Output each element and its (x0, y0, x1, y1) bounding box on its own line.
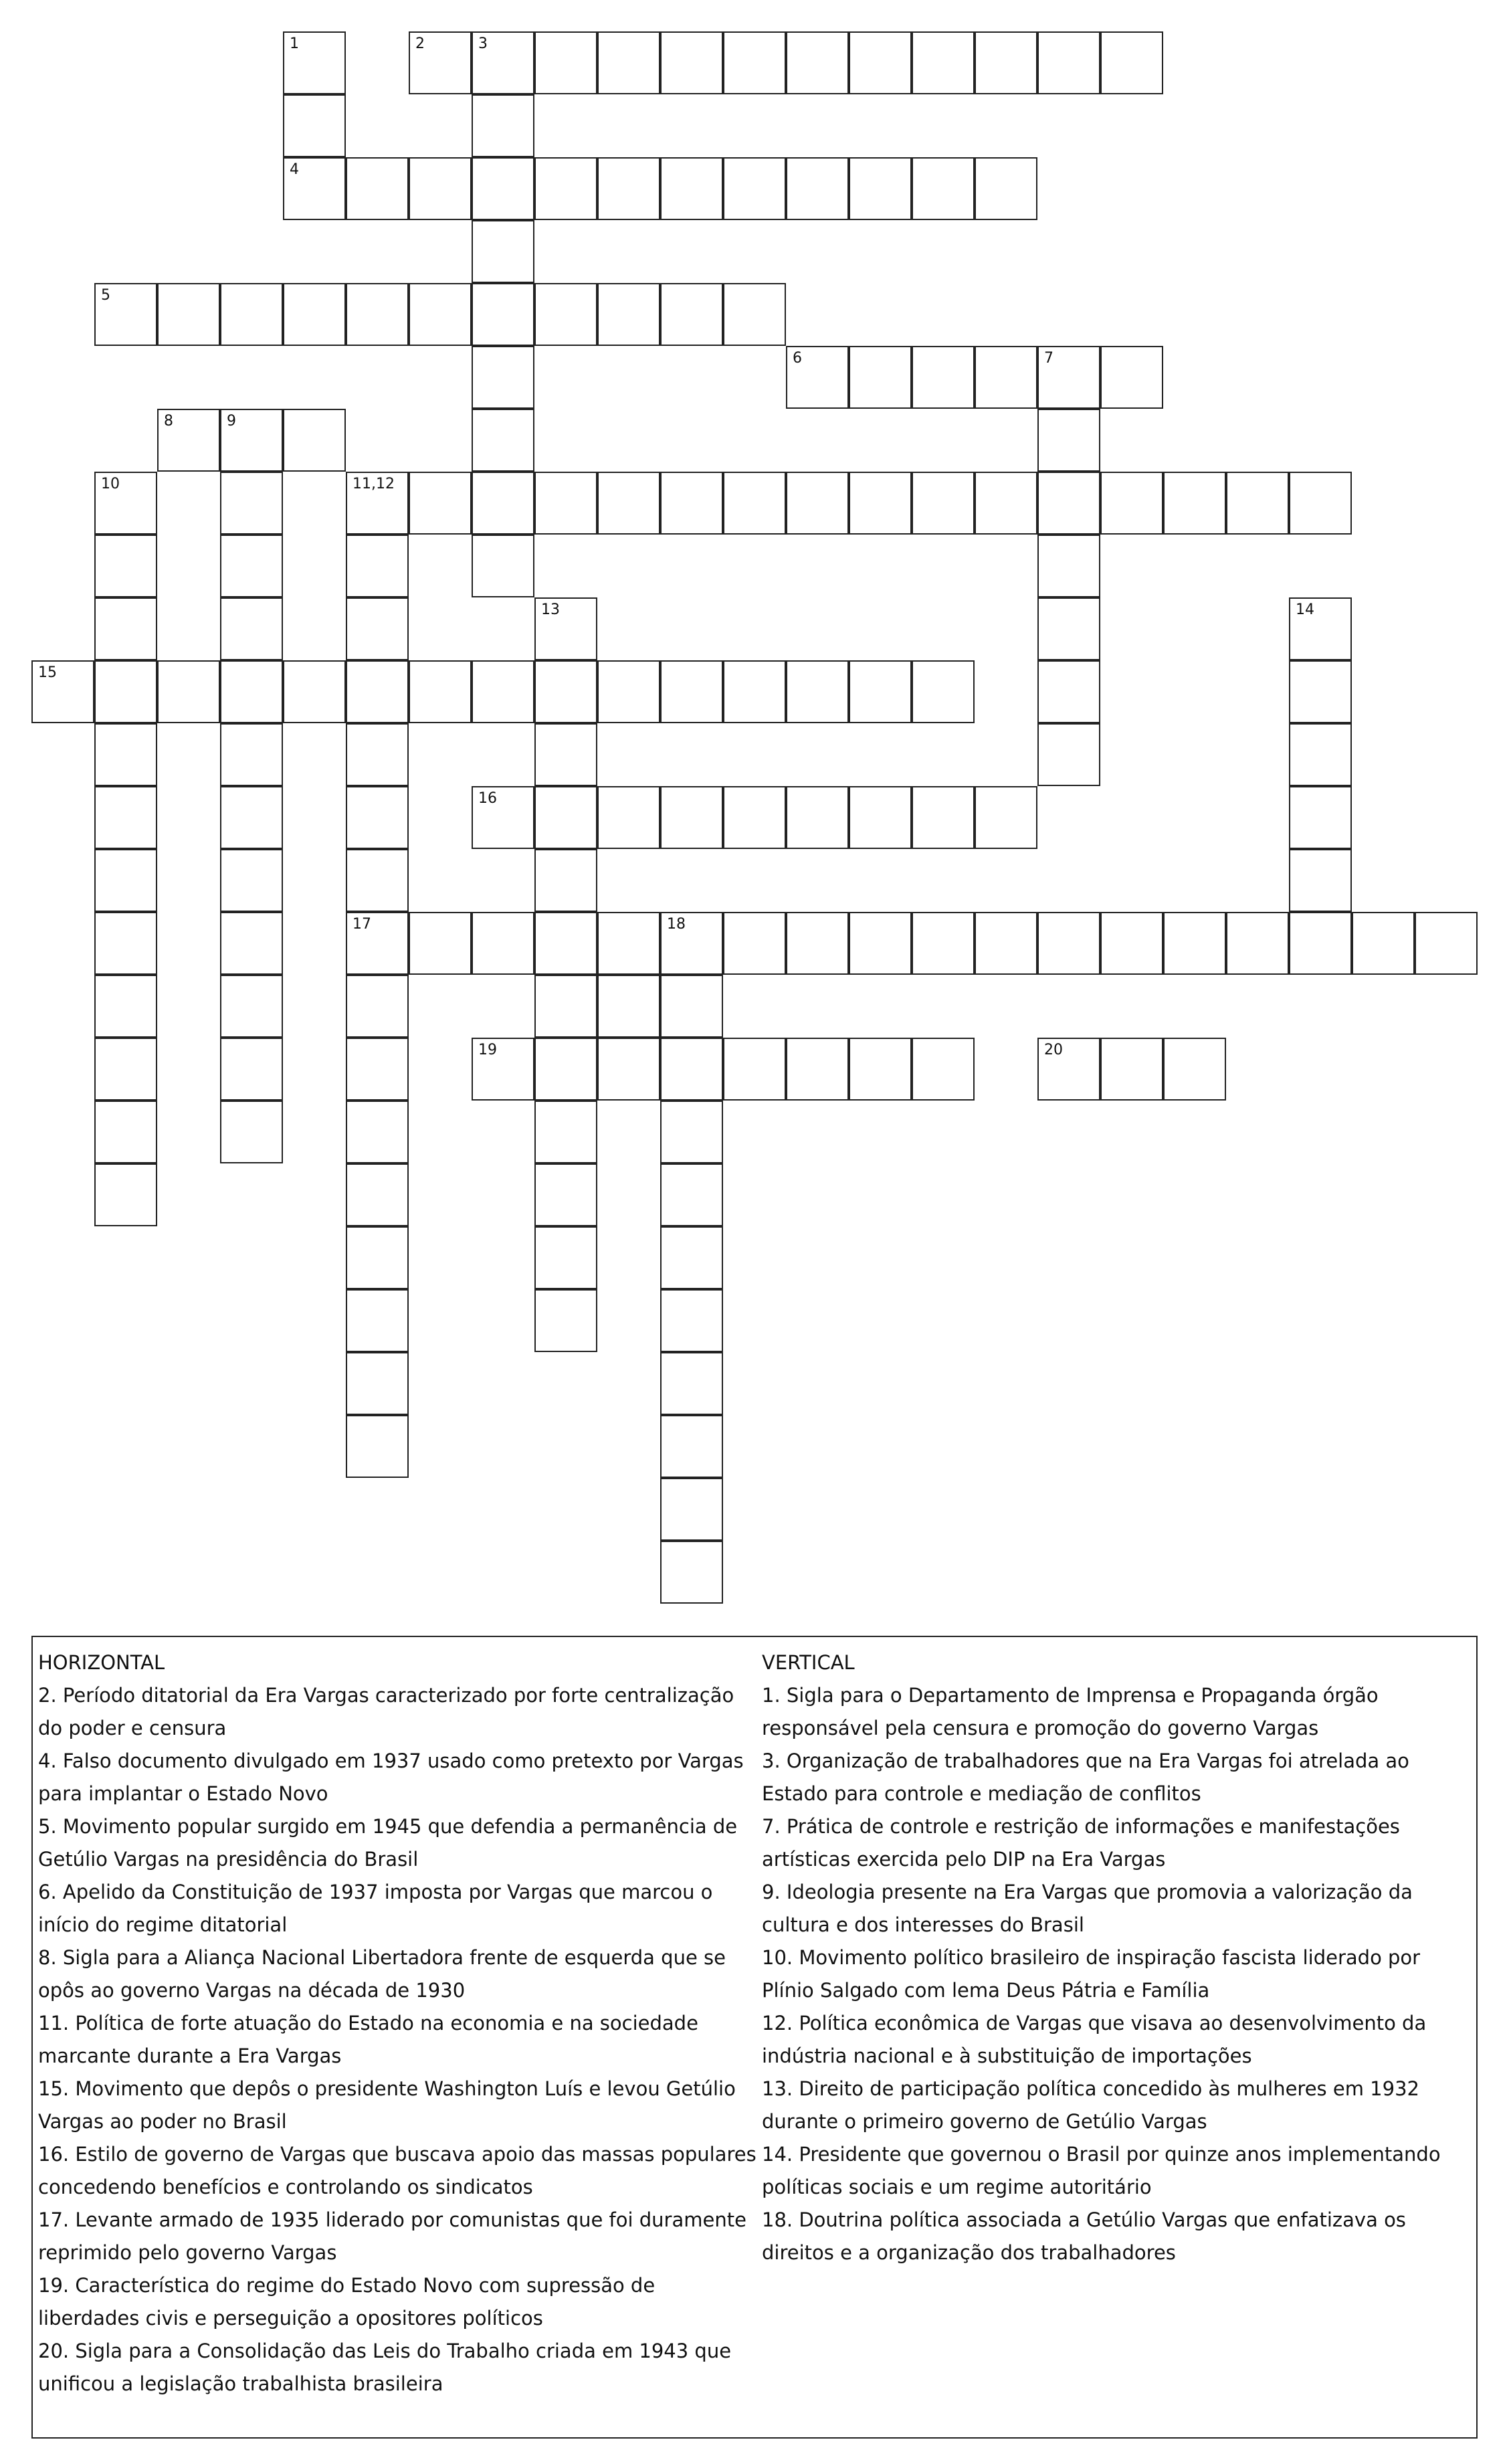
crossword-cell[interactable] (472, 283, 534, 346)
vertical-clue: 13. Direito de participação política concedido às mulheres em 1932 durante o primeiro governo de Getúlio Vargas (762, 2077, 1419, 2133)
crossword-cell[interactable] (723, 912, 786, 975)
crossword-cell[interactable] (346, 157, 409, 220)
crossword-cell[interactable] (346, 1163, 409, 1226)
crossword-cell[interactable] (346, 975, 409, 1038)
clue-number: 3 (478, 35, 488, 52)
crossword-cell[interactable] (94, 1101, 157, 1163)
crossword-cell[interactable] (660, 1415, 723, 1478)
crossword-cell[interactable] (220, 660, 283, 723)
crossword-cell[interactable] (723, 283, 786, 346)
crossword-cell[interactable] (849, 31, 912, 94)
clue-number: 6 (793, 350, 802, 367)
crossword-cell[interactable] (283, 94, 346, 157)
crossword-cell[interactable] (786, 472, 849, 535)
crossword-cell[interactable] (597, 1038, 660, 1101)
crossword-cell[interactable] (1100, 472, 1163, 535)
crossword-cell[interactable] (1100, 1038, 1163, 1101)
crossword-cell[interactable] (534, 786, 597, 849)
crossword-cell[interactable] (723, 660, 786, 723)
crossword-cell[interactable] (1163, 1038, 1226, 1101)
crossword-cell[interactable] (220, 472, 283, 535)
crossword-cell[interactable] (660, 912, 723, 975)
horizontal-clue: 4. Falso documento divulgado em 1937 usado como pretexto por Vargas para implantar o Estado Novo (38, 1749, 744, 1805)
crossword-cell[interactable] (597, 912, 660, 975)
clue-number: 18 (667, 916, 686, 933)
clues-box (31, 1636, 1478, 2439)
clue-number: 4 (290, 161, 299, 178)
crossword-cell[interactable] (346, 1352, 409, 1415)
clue-number: 14 (1296, 601, 1314, 618)
crossword-cell[interactable] (912, 472, 975, 535)
crossword-cell[interactable] (912, 157, 975, 220)
crossword-cell[interactable] (660, 786, 723, 849)
crossword-cell[interactable] (786, 912, 849, 975)
crossword-cell[interactable] (409, 157, 472, 220)
crossword-cell[interactable] (346, 1038, 409, 1101)
vertical-heading: VERTICAL (762, 1651, 855, 1674)
crossword-cell[interactable] (409, 660, 472, 723)
crossword-cell[interactable] (975, 786, 1037, 849)
crossword-cell[interactable] (1163, 912, 1226, 975)
crossword-cell[interactable] (660, 1101, 723, 1163)
crossword-cell[interactable] (1037, 535, 1100, 597)
crossword-cell[interactable] (1037, 723, 1100, 786)
crossword-cell[interactable] (660, 31, 723, 94)
crossword-cell[interactable] (786, 660, 849, 723)
crossword-cell[interactable] (220, 1101, 283, 1163)
crossword-cell[interactable] (472, 660, 534, 723)
crossword-cell[interactable] (597, 786, 660, 849)
crossword-cell[interactable] (220, 912, 283, 975)
crossword-cell[interactable] (849, 1038, 912, 1101)
crossword-cell[interactable] (94, 786, 157, 849)
crossword-cell[interactable] (660, 1163, 723, 1226)
crossword-cell[interactable] (472, 409, 534, 472)
crossword-cell[interactable] (723, 786, 786, 849)
crossword-cell[interactable] (472, 157, 534, 220)
crossword-cell[interactable] (1289, 472, 1352, 535)
crossword-cell[interactable] (660, 660, 723, 723)
crossword-cell[interactable] (1037, 912, 1100, 975)
crossword-cell[interactable] (283, 31, 346, 94)
crossword-cell[interactable] (534, 472, 597, 535)
vertical-clues-column (762, 1646, 1474, 2269)
crossword-cell[interactable] (94, 597, 157, 660)
crossword-cell[interactable] (157, 409, 220, 472)
crossword-cell[interactable] (1226, 472, 1289, 535)
crossword-cell[interactable] (534, 1226, 597, 1289)
crossword-cell[interactable] (94, 975, 157, 1038)
horizontal-clue: 8. Sigla para a Aliança Nacional Libertadora frente de esquerda que se opôs ao governo Vargas na década de 1930 (38, 1946, 726, 2002)
crossword-cell[interactable] (409, 912, 472, 975)
crossword-cell[interactable] (597, 283, 660, 346)
crossword-cell[interactable] (220, 283, 283, 346)
crossword-cell[interactable] (534, 723, 597, 786)
crossword-cell[interactable] (346, 1415, 409, 1478)
crossword-cell[interactable] (346, 912, 409, 975)
crossword-cell[interactable] (472, 912, 534, 975)
crossword-cell[interactable] (975, 472, 1037, 535)
crossword-cell[interactable] (849, 346, 912, 409)
clue-number: 19 (478, 1042, 497, 1058)
crossword-cell[interactable] (157, 283, 220, 346)
crossword-cell[interactable] (786, 786, 849, 849)
crossword-cell[interactable] (1037, 472, 1100, 535)
crossword-cell[interactable] (472, 535, 534, 597)
crossword-cell[interactable] (1037, 31, 1100, 94)
horizontal-clue: 11. Política de forte atuação do Estado na economia e na sociedade marcante durante a Era Vargas (38, 2012, 698, 2067)
crossword-cell[interactable] (220, 723, 283, 786)
vertical-clue: 3. Organização de trabalhadores que na Era Vargas foi atrelada ao Estado para controle e mediação de conflitos (762, 1749, 1409, 1805)
crossword-cell[interactable] (472, 1038, 534, 1101)
crossword-cell[interactable] (660, 157, 723, 220)
crossword-cell[interactable] (1352, 912, 1415, 975)
clue-number: 20 (1044, 1042, 1063, 1058)
crossword-cell[interactable] (1226, 912, 1289, 975)
crossword-cell[interactable] (849, 472, 912, 535)
vertical-clue: 12. Política econômica de Vargas que visava ao desenvolvimento da indústria nacional e à substituição de importações (762, 2012, 1427, 2067)
crossword-cell[interactable] (534, 1289, 597, 1352)
crossword-cell[interactable] (472, 346, 534, 409)
crossword-cell[interactable] (283, 660, 346, 723)
crossword-cell[interactable] (912, 912, 975, 975)
clue-number: 8 (164, 413, 173, 430)
crossword-cell[interactable] (534, 1101, 597, 1163)
crossword-cell[interactable] (660, 1038, 723, 1101)
crossword-cell[interactable] (660, 1541, 723, 1604)
crossword-cell[interactable] (346, 1101, 409, 1163)
crossword-cell[interactable] (1289, 660, 1352, 723)
crossword-cell[interactable] (94, 912, 157, 975)
crossword-cell[interactable] (472, 786, 534, 849)
clue-number: 16 (478, 790, 497, 807)
horizontal-clue: 15. Movimento que depôs o presidente Washington Luís e levou Getúlio Vargas ao poder no Brasil (38, 2077, 736, 2133)
crossword-cell[interactable] (94, 1163, 157, 1226)
crossword-cell[interactable] (660, 1478, 723, 1541)
crossword-cell[interactable] (786, 1038, 849, 1101)
crossword-cell[interactable] (94, 849, 157, 912)
crossword-cell[interactable] (1289, 597, 1352, 660)
crossword-cell[interactable] (220, 535, 283, 597)
crossword-cell[interactable] (534, 597, 597, 660)
crossword-cell[interactable] (346, 660, 409, 723)
crossword-cell[interactable] (1415, 912, 1478, 975)
crossword-cell[interactable] (849, 660, 912, 723)
crossword-cell[interactable] (1289, 786, 1352, 849)
horizontal-clue: 20. Sigla para a Consolidação das Leis do Trabalho criada em 1943 que unificou a legislação trabalhista brasileira (38, 2340, 732, 2395)
clue-number: 7 (1044, 350, 1053, 367)
crossword-cell[interactable] (220, 1038, 283, 1101)
crossword-cell[interactable] (534, 1163, 597, 1226)
vertical-clue: 18. Doutrina política associada a Getúlio Vargas que enfatizava os direitos e a organização dos trabalhadores (762, 2208, 1406, 2264)
crossword-cell[interactable] (723, 1038, 786, 1101)
crossword-cell[interactable] (912, 31, 975, 94)
crossword-cell[interactable] (723, 31, 786, 94)
crossword-cell[interactable] (786, 31, 849, 94)
crossword-cell[interactable] (1100, 912, 1163, 975)
horizontal-clue: 2. Período ditatorial da Era Vargas caracterizado por forte centralização do poder e censura (38, 1684, 734, 1739)
crossword-cell[interactable] (660, 1226, 723, 1289)
horizontal-heading: HORIZONTAL (38, 1651, 165, 1674)
crossword-cell[interactable] (220, 409, 283, 472)
horizontal-clue: 6. Apelido da Constituição de 1937 imposta por Vargas que marcou o início do regime ditatorial (38, 1881, 713, 1936)
crossword-cell[interactable] (472, 94, 534, 157)
crossword-cell[interactable] (597, 975, 660, 1038)
crossword-cell[interactable] (534, 157, 597, 220)
crossword-cell[interactable] (912, 1038, 975, 1101)
crossword-cell[interactable] (346, 849, 409, 912)
horizontal-clues-column (38, 1646, 761, 2400)
horizontal-clue: 5. Movimento popular surgido em 1945 que defendia a permanência de Getúlio Vargas na presidência do Brasil (38, 1815, 738, 1871)
crossword-cell[interactable] (1037, 660, 1100, 723)
vertical-clue: 7. Prática de controle e restrição de informações e manifestações artísticas exercida pelo DIP na Era Vargas (762, 1815, 1400, 1871)
crossword-cell[interactable] (220, 597, 283, 660)
crossword-cell[interactable] (912, 660, 975, 723)
crossword-cell[interactable] (660, 1352, 723, 1415)
horizontal-clue: 17. Levante armado de 1935 liderado por comunistas que foi duramente reprimido pelo governo Vargas (38, 2208, 746, 2264)
vertical-clue: 10. Movimento político brasileiro de inspiração fascista liderado por Plínio Salgado com lema Deus Pátria e Família (762, 1946, 1421, 2002)
crossword-cell[interactable] (346, 723, 409, 786)
crossword-cell[interactable] (534, 975, 597, 1038)
horizontal-clue: 19. Característica do regime do Estado Novo com supressão de liberdades civis e perseguição a opositores políticos (38, 2274, 656, 2330)
crossword-cell[interactable] (849, 786, 912, 849)
crossword-cell[interactable] (472, 472, 534, 535)
crossword-cell[interactable] (94, 660, 157, 723)
clue-number: 17 (353, 916, 371, 933)
crossword-cell[interactable] (346, 597, 409, 660)
crossword-cell[interactable] (534, 283, 597, 346)
crossword-cell[interactable] (409, 31, 472, 94)
crossword-cell[interactable] (534, 849, 597, 912)
crossword-cell[interactable] (975, 157, 1037, 220)
crossword-cell[interactable] (1037, 346, 1100, 409)
crossword-cell[interactable] (1037, 597, 1100, 660)
crossword-cell[interactable] (283, 409, 346, 472)
clue-number: 1 (290, 35, 299, 52)
crossword-cell[interactable] (346, 283, 409, 346)
crossword-cell[interactable] (1289, 723, 1352, 786)
crossword-cell[interactable] (346, 1289, 409, 1352)
crossword-cell[interactable] (975, 31, 1037, 94)
crossword-cell[interactable] (849, 157, 912, 220)
crossword-cell[interactable] (912, 346, 975, 409)
crossword-cell[interactable] (94, 283, 157, 346)
crossword-cell[interactable] (660, 975, 723, 1038)
crossword-cell[interactable] (346, 786, 409, 849)
crossword-cell[interactable] (1100, 346, 1163, 409)
crossword-cell[interactable] (597, 31, 660, 94)
crossword-cell[interactable] (409, 472, 472, 535)
crossword-cell[interactable] (786, 157, 849, 220)
clue-number: 15 (38, 664, 57, 681)
crossword-cell[interactable] (94, 723, 157, 786)
crossword-cell[interactable] (157, 660, 220, 723)
crossword-cell[interactable] (660, 283, 723, 346)
crossword-cell[interactable] (1037, 409, 1100, 472)
clue-number: 9 (227, 413, 236, 430)
vertical-clue: 9. Ideologia presente na Era Vargas que promovia a valorização da cultura e dos interesses do Brasil (762, 1881, 1413, 1936)
crossword-cell[interactable] (1100, 31, 1163, 94)
vertical-clue: 14. Presidente que governou o Brasil por quinze anos implementando políticas sociais e um regime autoritário (762, 2143, 1441, 2198)
crossword-cell[interactable] (1289, 912, 1352, 975)
crossword-cell[interactable] (534, 912, 597, 975)
clue-number: 11,12 (353, 476, 395, 492)
crossword-cell[interactable] (597, 660, 660, 723)
crossword-cell[interactable] (534, 660, 597, 723)
crossword-cell[interactable] (597, 157, 660, 220)
crossword-cell[interactable] (723, 157, 786, 220)
crossword-cell[interactable] (534, 1038, 597, 1101)
crossword-cell[interactable] (1289, 849, 1352, 912)
crossword-cell[interactable] (534, 31, 597, 94)
crossword-cell[interactable] (94, 1038, 157, 1101)
crossword-cell[interactable] (597, 472, 660, 535)
crossword-cell[interactable] (849, 912, 912, 975)
crossword-cell[interactable] (660, 1289, 723, 1352)
crossword-cell[interactable] (346, 1226, 409, 1289)
crossword-cell[interactable] (786, 346, 849, 409)
crossword-cell[interactable] (472, 31, 534, 94)
crossword-cell[interactable] (723, 472, 786, 535)
crossword-cell[interactable] (94, 535, 157, 597)
crossword-cell[interactable] (1163, 472, 1226, 535)
crossword-cell[interactable] (975, 912, 1037, 975)
crossword-cell[interactable] (220, 786, 283, 849)
clue-number: 2 (415, 35, 425, 52)
clue-number: 5 (101, 287, 110, 304)
crossword-cell[interactable] (409, 283, 472, 346)
crossword-cell[interactable] (912, 786, 975, 849)
crossword-cell[interactable] (283, 283, 346, 346)
crossword-cell[interactable] (220, 975, 283, 1038)
clue-number: 10 (101, 476, 120, 492)
crossword-cell[interactable] (94, 472, 157, 535)
clue-number: 13 (541, 601, 560, 618)
vertical-clue: 1. Sigla para o Departamento de Imprensa e Propaganda órgão responsável pela censura e promoção do governo Vargas (762, 1684, 1379, 1739)
crossword-cell[interactable] (220, 849, 283, 912)
crossword-cell[interactable] (346, 472, 409, 535)
crossword-cell[interactable] (1037, 1038, 1100, 1101)
crossword-cell[interactable] (283, 157, 346, 220)
crossword-cell[interactable] (31, 660, 94, 723)
crossword-cell[interactable] (346, 535, 409, 597)
crossword-cell[interactable] (472, 220, 534, 283)
horizontal-clue: 16. Estilo de governo de Vargas que buscava apoio das massas populares concedendo benefícios e controlando os sindicatos (38, 2143, 757, 2198)
crossword-cell[interactable] (660, 472, 723, 535)
crossword-cell[interactable] (975, 346, 1037, 409)
